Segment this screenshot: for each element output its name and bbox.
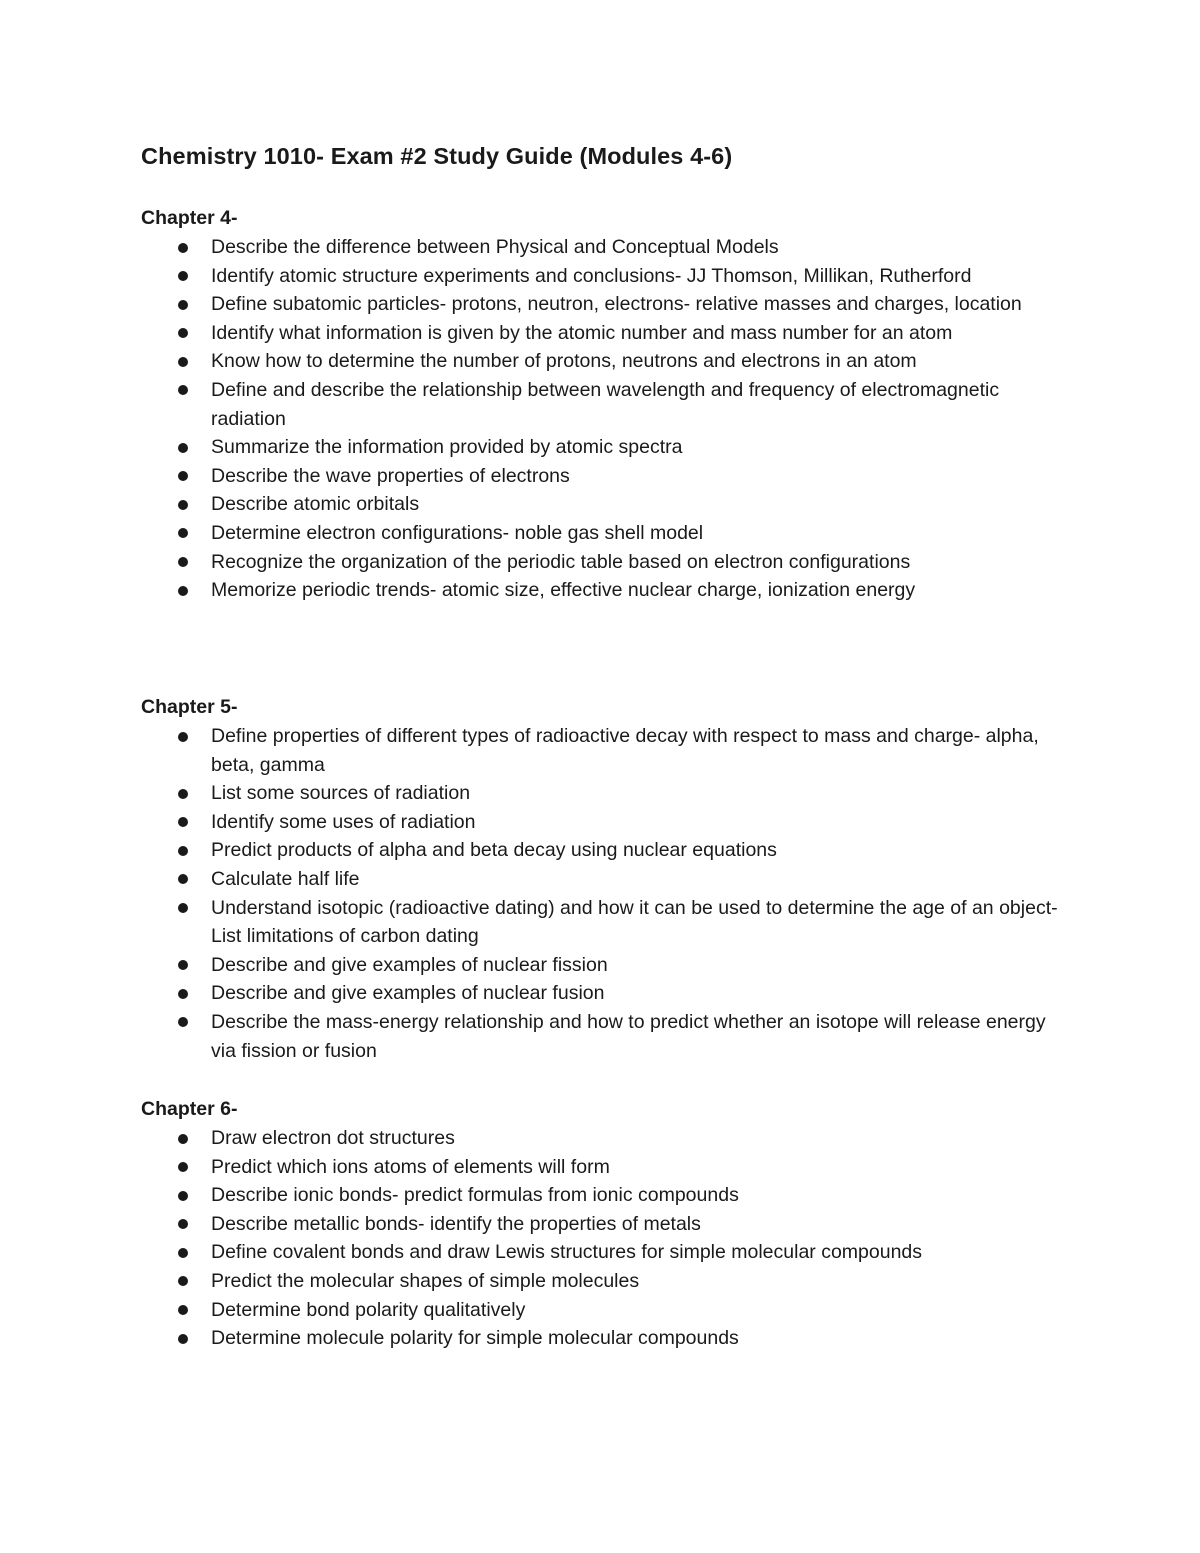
list-item [141,519,1061,548]
bullet-icon [178,1248,188,1258]
bullet-list [141,722,1101,1065]
bullet-icon [178,1334,188,1344]
bullet-icon [178,471,188,481]
bullet-icon [178,1017,188,1027]
list-item [141,1267,1061,1296]
list-item-text: Define and describe the relationship between wavelength and frequency of electromagnetic radiation [211,378,1000,430]
bullet-icon [178,528,188,538]
list-item-text: Describe and give examples of nuclear fusion [211,982,605,1005]
list-item [141,462,1061,491]
bullet-icon [178,328,188,338]
list-item [141,836,1061,865]
list-item-text: Summarize the information provided by atomic spectra [211,436,683,459]
list-item [141,433,1061,462]
list-item-text: Determine bond polarity qualitatively [211,1298,526,1321]
bullet-icon [178,557,188,567]
list-item [141,1296,1061,1325]
bullet-icon [178,903,188,913]
list-item [141,1324,1061,1353]
list-item [141,979,1061,1008]
bullet-icon [178,989,188,999]
bullet-icon [178,789,188,799]
section-chapter-5 [141,693,1101,1065]
bullet-icon [178,385,188,395]
list-item-text: Predict products of alpha and beta decay using nuclear equations [211,839,777,862]
bullet-list [141,233,1101,605]
list-item-text: Describe the wave properties of electrons [211,464,570,487]
bullet-icon [178,500,188,510]
list-item-text: Describe the mass-energy relationship and how to predict whether an isotope will release energy via fission or fusion [211,1010,1046,1062]
list-item-text: Recognize the organization of the periodic table based on electron configurations [211,550,911,573]
list-item-text: Identify atomic structure experiments and conclusions- JJ Thomson, Millikan, Rutherford [211,264,972,287]
section-chapter-4 [141,204,1101,605]
list-item [141,1124,1061,1153]
list-item [141,1181,1061,1210]
bullet-icon [178,1305,188,1315]
list-item-text: Describe metallic bonds- identify the properties of metals [211,1212,701,1235]
section-heading: Chapter 4- [141,207,238,229]
bullet-icon [178,1219,188,1229]
list-item-text: Know how to determine the number of protons, neutrons and electrons in an atom [211,350,917,373]
list-item [141,1210,1061,1239]
list-item-text: Describe atomic orbitals [211,493,420,516]
bullet-icon [178,271,188,281]
list-item [141,894,1061,951]
list-item [141,347,1061,376]
list-item [141,1008,1061,1065]
bullet-icon [178,732,188,742]
list-item-text: List some sources of radiation [211,782,471,805]
list-item-text: Describe and give examples of nuclear fission [211,953,608,976]
list-item-text: Predict the molecular shapes of simple molecules [211,1269,640,1292]
list-item [141,779,1061,808]
bullet-icon [178,243,188,253]
list-item-text: Identify what information is given by the atomic number and mass number for an atom [211,321,953,344]
bullet-icon [178,817,188,827]
section-heading: Chapter 6- [141,1098,238,1120]
list-item [141,319,1061,348]
list-item-text: Predict which ions atoms of elements will form [211,1155,610,1178]
bullet-icon [178,443,188,453]
list-item-text: Define properties of different types of radioactive decay with respect to mass and charge- alpha, beta, gamma [211,725,1039,776]
bullet-list [141,1124,1101,1353]
list-item [141,865,1061,894]
bullet-icon [178,846,188,856]
list-item-text: Describe ionic bonds- predict formulas from ionic compounds [211,1184,739,1207]
list-item [141,1238,1061,1267]
bullet-icon [178,1191,188,1201]
list-item-text: Calculate half life [211,867,360,890]
list-item [141,490,1061,519]
section-heading: Chapter 5- [141,696,238,718]
list-item [141,290,1061,319]
bullet-icon [178,300,188,310]
list-item-text: Understand isotopic (radioactive dating) and how it can be used to determine the age of an object- List limitations of carbon dating [211,896,1058,948]
list-item [141,262,1061,291]
list-item-text: Determine molecule polarity for simple molecular compounds [211,1327,739,1350]
list-item-text: Describe the difference between Physical and Conceptual Models [211,236,779,258]
bullet-icon [178,1134,188,1144]
bullet-icon [178,586,188,596]
list-item [141,951,1061,980]
list-item [141,233,1061,262]
bullet-icon [178,1276,188,1286]
list-item [141,376,1061,433]
list-item [141,722,1061,779]
list-item-text: Define covalent bonds and draw Lewis structures for simple molecular compounds [211,1241,923,1264]
bullet-icon [178,960,188,970]
list-item-text: Identify some uses of radiation [211,810,476,833]
list-item [141,1153,1061,1182]
list-item [141,808,1061,837]
list-item [141,548,1061,577]
list-item-text: Define subatomic particles- protons, neutron, electrons- relative masses and charges, location [211,293,1022,316]
list-item-text: Draw electron dot structures [211,1127,455,1149]
document-title: Chemistry 1010- Exam #2 Study Guide (Modules 4-6) [141,143,733,169]
bullet-icon [178,357,188,367]
list-item-text: Memorize periodic trends- atomic size, effective nuclear charge, ionization energy [211,579,916,602]
list-item-text: Determine electron configurations- noble gas shell model [211,521,704,544]
section-chapter-6 [141,1095,1101,1353]
bullet-icon [178,1162,188,1172]
list-item [141,576,1061,605]
bullet-icon [178,874,188,884]
